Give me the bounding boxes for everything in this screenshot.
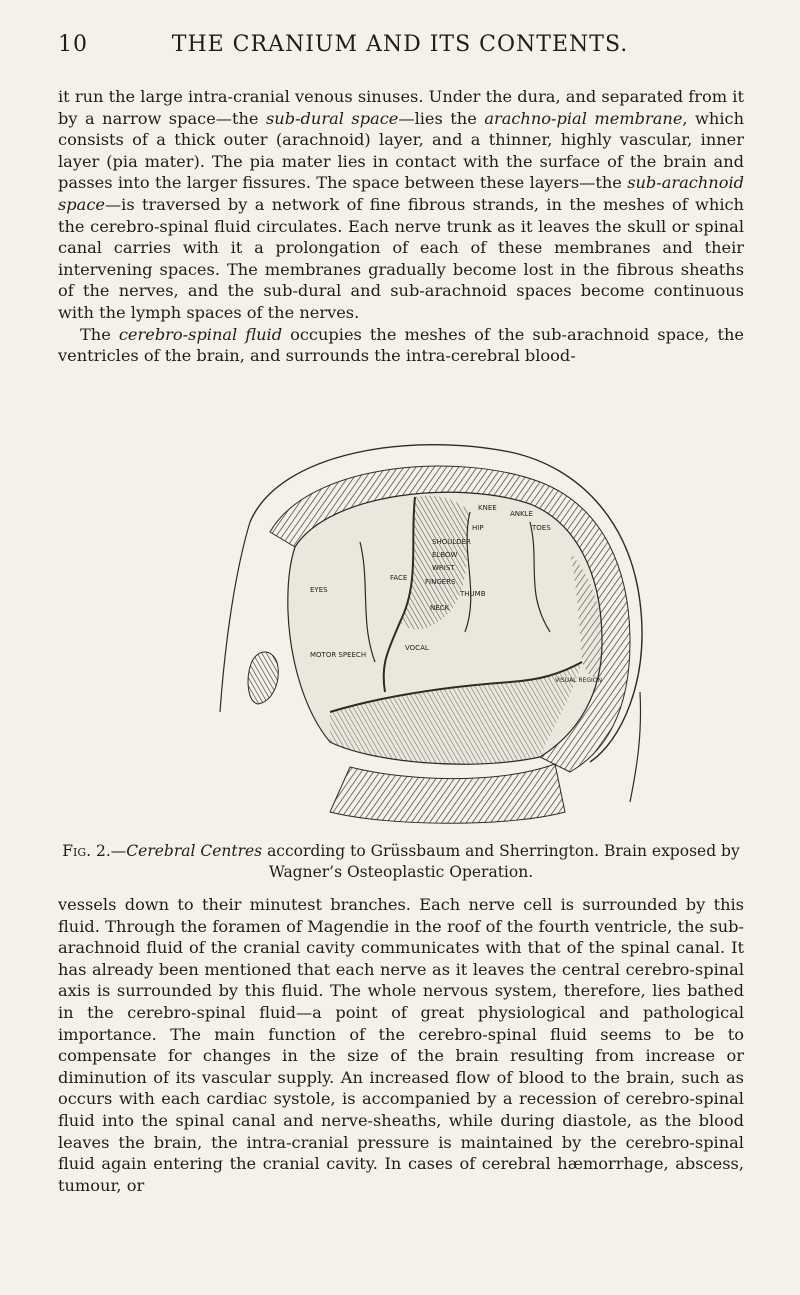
text-run: it run the large intra-cranial venous sinuses. Under the dura, and separated from it by a narrow space—the [58,87,744,128]
label-knee: KNEE [478,504,497,512]
body-text-bottom [58,894,744,1196]
page-number: 10 [58,32,88,57]
term-sub-dural-space: sub-dural space [265,108,399,128]
term-arachno-pial-membrane: arachno-pial membrane [484,108,683,128]
label-thumb: THUMB [460,590,486,598]
running-title: THE CRANIUM AND ITS CONTENTS. [171,32,629,57]
label-ankle: ANKLE [510,510,533,518]
label-vocal: VOCAL [405,644,429,652]
scalp-outline-right [630,692,641,802]
text-run: —is traversed by a network of fine fibrous strands, in the meshes of which the cerebro-spinal fluid circulates. Each nerve trunk as it leaves the skull or spinal canal carries with it a prolongation of each of these membranes and their intervening spaces. The membranes gradually become lost in the fibrous sheaths of the nerves, and the sub-dural and sub-arachnoid spaces become continuous with the lymph spaces of the nerves. [58,194,744,322]
label-toes: TOES [532,524,551,532]
figure-label: Fig. 2. [62,842,111,860]
text-run: occupies the meshes of the sub-arachnoid space, the ventricles of the brain, and surrounds the intra-cerebral blood- [58,324,744,366]
label-shoulder: SHOULDER [432,538,471,546]
caption-text: according to Grüssbaum and Sherrington. Brain exposed by Wagner’s Osteoplastic Operation. [262,842,740,881]
label-fingers: FINGERS [425,578,456,586]
skull-base [330,764,565,823]
term-sub-arachnoid-space: sub-arachnoid space [58,173,744,214]
text-run: The [80,324,119,344]
paragraph-membranes [58,86,744,324]
label-visual-region: VISUAL REGION [555,677,603,684]
figure-caption [58,841,744,883]
figure-title: Cerebral Centres [126,842,263,860]
label-motor-speech: MOTOR SPEECH [310,651,367,659]
text-run: , which consists of a thick outer (arachnoid) layer, and a thinner, highly vascular, inner layer (pia mater). The pia mater lies in contact with the surface of the brain and passes into the larger fissures. The space between these layers—the [58,108,745,193]
label-eyes: EYES [310,586,328,594]
paragraph-csf [58,324,744,367]
label-wrist: WRIST [432,564,455,572]
paragraph-csf-continued: vessels down to their minutest branches. Each nerve cell is surrounded by this fluid. Through the foramen of Magendie in the roof of the fourth ventricle, the sub-arachnoid fluid of the cranial cavity communicates with that of the spinal canal. It has already been mentioned that each nerve as it leaves the central cerebro-spinal axis is surrounded by this fluid. The whole nervous system, therefore, lies bathed in the cerebro-spinal fluid—a point of great physiological and pathological importance. The main function of the cerebro-spinal fluid seems to be to compensate for changes in the size of the brain resulting from increase or diminution of its vascular supply. An increased flow of blood to the brain, such as occurs with each cardiac systole, is accompanied by a recession of cerebro-spinal fluid into the spinal canal and nerve-sheaths, while during diastole, as the blood leaves the brain, the intra-cranial pressure is maintained by the cerebro-spinal fluid again entering the cranial cavity. In cases of cerebral hæmorrhage, abscess, tumour, or [58,895,744,1195]
label-hip: HIP [472,524,484,532]
label-face: FACE [390,574,408,582]
ear [248,652,278,704]
scalp-outline-left [220,522,250,712]
brain-illustration [210,412,650,830]
figure-cerebral-centres [210,412,650,830]
text-run: —lies the [398,108,485,128]
label-elbow: ELBOW [432,551,458,559]
term-cerebro-spinal-fluid: cerebro-spinal fluid [118,324,283,344]
page-header [58,32,742,62]
label-neck: NECK [430,604,450,612]
caption-dash: — [110,842,127,860]
body-text-top [58,86,744,367]
